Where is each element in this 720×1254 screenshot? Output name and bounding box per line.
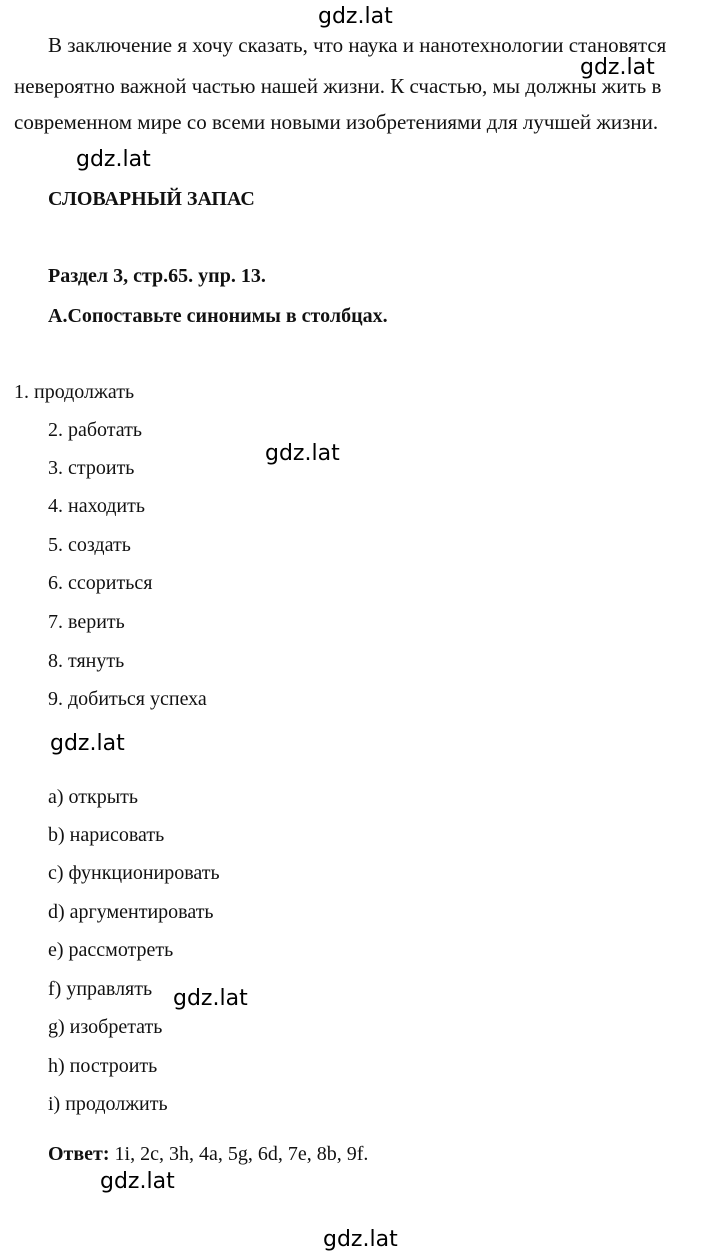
list-item: e) рассмотреть — [48, 939, 174, 961]
intro-line-1: В заключение я хочу сказать, что наука и нанотехнологии становятся — [48, 33, 667, 57]
list-item: c) функционировать — [48, 862, 220, 884]
list-item: a) открыть — [48, 786, 139, 808]
intro-line-2: невероятно важной частью нашей жизни. К счастью, мы должны жить в — [14, 74, 662, 98]
list-item: 4. находить — [48, 495, 145, 517]
list-item: b) нарисовать — [48, 824, 165, 846]
list-item: 1. продолжать — [14, 381, 135, 403]
intro-line-3: современном мире со всеми новыми изобретениями для лучшей жизни. — [14, 110, 659, 134]
answer-label: Ответ: — [48, 1143, 110, 1165]
watermark-logo: gdz.lat — [265, 441, 340, 466]
list-item: h) построить — [48, 1055, 158, 1077]
list-item: 9. добиться успеха — [48, 688, 207, 710]
list-item: d) аргументировать — [48, 901, 214, 923]
list-item: 8. тянуть — [48, 650, 125, 672]
list-item: 7. верить — [48, 611, 125, 633]
list-item: f) управлять — [48, 978, 153, 1000]
list-item: 6. ссориться — [48, 572, 153, 594]
list-item: 3. строить — [48, 457, 135, 479]
watermark-logo: gdz.lat — [323, 1227, 398, 1252]
watermark-logo: gdz.lat — [173, 986, 248, 1011]
task-heading: А.Сопоставьте синонимы в столбцах. — [48, 305, 388, 327]
answer-text: 1i, 2c, 3h, 4a, 5g, 6d, 7e, 8b, 9f. — [109, 1143, 369, 1165]
list-item: i) продолжить — [48, 1093, 168, 1115]
watermark-logo: gdz.lat — [318, 4, 393, 29]
watermark-logo: gdz.lat — [100, 1169, 175, 1194]
list-item: 2. работать — [48, 419, 142, 441]
list-item: g) изобретать — [48, 1016, 163, 1038]
answer-line — [48, 1142, 368, 1166]
exercise-reference: Раздел 3, стр.65. упр. 13. — [48, 265, 266, 287]
watermark-logo: gdz.lat — [50, 731, 125, 756]
watermark-logo: gdz.lat — [580, 55, 655, 80]
section-title: СЛОВАРНЫЙ ЗАПАС — [48, 188, 255, 210]
watermark-logo: gdz.lat — [76, 147, 151, 172]
list-item: 5. создать — [48, 534, 131, 556]
